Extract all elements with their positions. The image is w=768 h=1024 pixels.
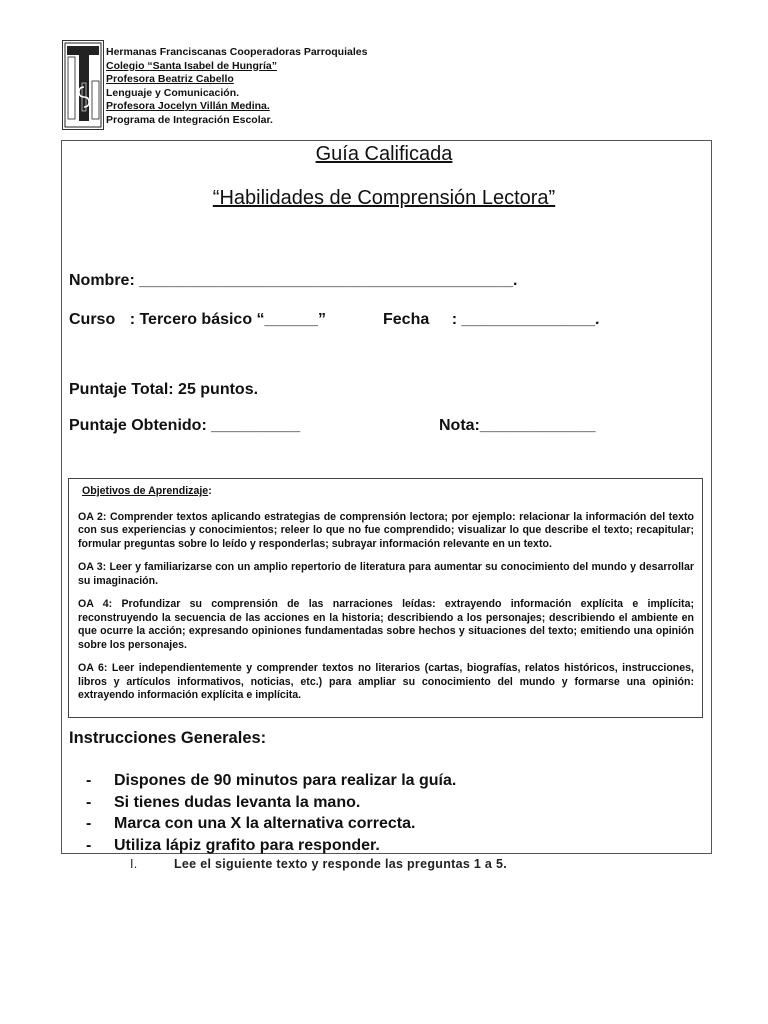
header-line-teacher-2: Profesora Jocelyn Villán Medina. <box>106 100 270 113</box>
nombre-blank: : __________________________________________. <box>129 272 518 289</box>
header-line-subject: Lenguaje y Comunicación. <box>106 86 240 99</box>
page-title: Guía Calificada <box>315 143 453 165</box>
fecha-field <box>383 311 599 329</box>
section-text: Lee el siguiente texto y responde las preguntas 1 a 5. <box>174 857 507 871</box>
school-header <box>62 40 462 130</box>
list-item <box>86 792 456 814</box>
fecha-blank: : _______________. <box>451 311 600 328</box>
nombre-field <box>69 272 517 290</box>
objective-oa4: OA 4: Profundizar su comprensión de las narraciones leídas: extrayendo información explícita e implícita; reconstruyendo la secuencia de las acciones en la historia; describiendo a los personajes; describiendo el ambiente en que ocurre la acción; expresando opiniones fundamentadas sobre hechos y situaciones del texto; emitiendo una opinión sobre los personajes. <box>78 598 694 651</box>
nombre-label: Nombre <box>69 272 130 289</box>
objectives-title: Objetivos de Aprendizaje <box>82 485 209 497</box>
list-item <box>86 813 456 835</box>
puntaje-total: Puntaje Total: 25 puntos. <box>69 381 259 398</box>
header-line-school: Colegio “Santa Isabel de Hungría” <box>106 59 277 72</box>
header-line-congregation: Hermanas Franciscanas Cooperadoras Parroquiales <box>106 46 368 58</box>
list-item <box>86 770 456 792</box>
list-dash: - <box>86 836 92 854</box>
list-dash: - <box>86 772 92 789</box>
instruction-text: Marca con una X la alternativa correcta. <box>114 815 416 832</box>
instruction-text: Si tienes dudas levanta la mano. <box>114 793 361 811</box>
puntaje-obtenido: Puntaje Obtenido: __________ <box>69 417 301 434</box>
objective-oa6: OA 6: Leer independientemente y comprender textos no literarios (cartas, biografías, relatos históricos, instrucciones, libros y artículos informativos, noticias, etc.) para ampliar su conocimiento del mundo y formarse una opinión: extrayendo información explícita e implícita. <box>78 662 694 701</box>
curso-label: Curso <box>69 311 116 328</box>
instruction-text: Dispones de 90 minutos para realizar la guía. <box>114 772 457 789</box>
objective-oa2: OA 2: Comprender textos aplicando estrategias de comprensión lectora; por ejemplo: relacionar la información del texto con sus experiencias y conocimientos; releer lo que no fue comprendido; visualizar lo que describe el texto; recapitular; formular preguntas sobre lo leído y responderlas; subrayar información relevante en un texto. <box>78 510 694 550</box>
objectives-title-colon: : <box>208 485 212 497</box>
nota-field: Nota:_____________ <box>439 417 596 434</box>
instructions-title: Instrucciones Generales: <box>69 729 267 747</box>
list-dash: - <box>86 793 92 811</box>
curso-field <box>69 311 326 329</box>
section-heading <box>130 857 507 871</box>
objective-oa3: OA 3: Leer y familiarizarse con un amplio repertorio de literatura para aumentar su conocimiento del mundo y desarrollar su imaginación. <box>78 561 694 587</box>
instructions-list <box>86 770 456 856</box>
objectives-box <box>68 478 703 718</box>
list-item <box>86 835 456 857</box>
section-number: I. <box>130 857 138 871</box>
header-line-program: Programa de Integración Escolar. <box>106 113 273 126</box>
curso-value: : Tercero básico “______” <box>129 311 326 328</box>
school-logo <box>62 40 104 130</box>
list-dash: - <box>86 815 92 832</box>
instruction-text: Utiliza lápiz grafito para responder. <box>114 836 380 854</box>
page-subtitle: “Habilidades de Comprensión Lectora” <box>212 187 556 209</box>
fecha-label: Fecha <box>383 311 430 328</box>
header-line-teacher-1: Profesora Beatriz Cabello <box>106 73 234 86</box>
